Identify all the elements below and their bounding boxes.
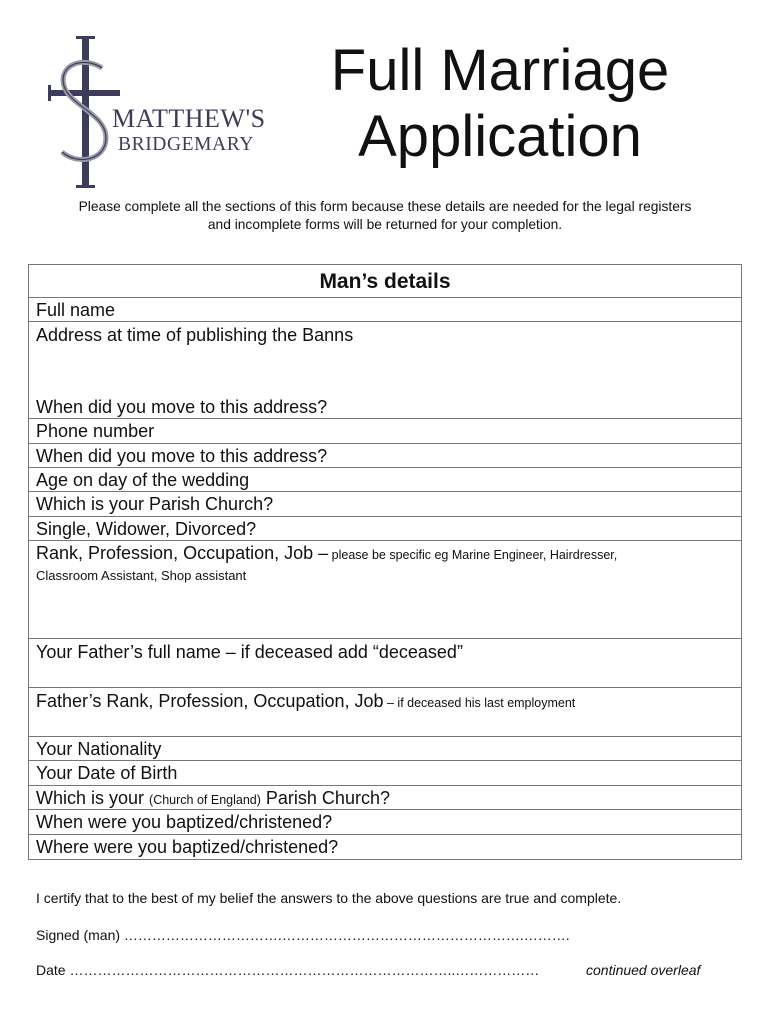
moved-address-label-1: When did you move to this address?	[36, 397, 328, 417]
intro-text	[30, 198, 740, 234]
moved-address-field-1[interactable]	[29, 395, 741, 419]
age-field[interactable]	[29, 468, 741, 492]
baptized-where-field[interactable]	[29, 835, 741, 859]
father-name-label: Your Father’s full name – if deceased add “deceased”	[36, 642, 463, 662]
church-logo	[44, 34, 274, 192]
full-name-field[interactable]	[29, 298, 741, 322]
rank-profession-field[interactable]	[29, 541, 741, 639]
moved-address-label-2: When did you move to this address?	[36, 446, 328, 466]
coe-parish-field[interactable]	[29, 786, 741, 810]
logo-text-matthews: MATTHEW'S	[112, 104, 266, 133]
rank-note-2: Classroom Assistant, Shop assistant	[36, 568, 247, 583]
address-field[interactable]	[29, 322, 741, 395]
coe-parish-label-post: Parish Church?	[260, 788, 390, 808]
title-line-1: Full Marriage	[330, 38, 670, 103]
dob-label: Your Date of Birth	[36, 763, 178, 783]
father-rank-field[interactable]	[29, 688, 741, 737]
moved-address-field-2[interactable]	[29, 444, 741, 468]
coe-parish-label-pre: Which is your	[36, 788, 150, 808]
signature-line[interactable]: Signed (man) …………………………….…………………………………………….……….	[36, 927, 570, 943]
continued-overleaf: continued overleaf	[586, 962, 701, 978]
marital-status-field[interactable]	[29, 517, 741, 541]
nationality-field[interactable]	[29, 737, 741, 761]
father-name-field[interactable]	[29, 639, 741, 688]
rank-note-1: please be specific eg Marine Engineer, Hairdresser,	[328, 548, 618, 562]
intro-line-1: Please complete all the sections of this form because these details are needed for the legal registers	[78, 199, 692, 214]
phone-label: Phone number	[36, 421, 155, 441]
phone-field[interactable]	[29, 419, 741, 444]
nationality-label: Your Nationality	[36, 739, 162, 759]
marital-status-label: Single, Widower, Divorced?	[36, 519, 257, 539]
baptized-where-label: Where were you baptized/christened?	[36, 837, 339, 857]
father-rank-label: Father’s Rank, Profession, Occupation, Job	[36, 691, 384, 711]
parish-church-field[interactable]	[29, 492, 741, 517]
coe-parish-label-small: (Church of England)	[149, 793, 261, 807]
logo-text-bridgemary: BRIDGEMARY	[118, 134, 255, 155]
parish-church-label: Which is your Parish Church?	[36, 494, 274, 514]
rank-label: Rank, Profession, Occupation, Job –	[36, 543, 329, 563]
page-title	[290, 38, 710, 170]
full-name-label: Full name	[36, 300, 116, 320]
mans-details-form	[28, 264, 742, 860]
father-rank-note: – if deceased his last employment	[383, 696, 576, 710]
title-line-2: Application	[358, 104, 642, 169]
section-title: Man’s details	[29, 265, 741, 298]
certify-statement: I certify that to the best of my belief the answers to the above questions are true and complete.	[36, 890, 622, 906]
baptized-when-field[interactable]	[29, 810, 741, 835]
date-line[interactable]: Date ………………………………………………………………………..………………	[36, 962, 540, 978]
intro-line-2: and incomplete forms will be returned for your completion.	[207, 217, 563, 232]
age-label: Age on day of the wedding	[36, 470, 250, 490]
baptized-when-label: When were you baptized/christened?	[36, 812, 333, 832]
dob-field[interactable]	[29, 761, 741, 786]
address-label: Address at time of publishing the Banns	[36, 325, 354, 345]
